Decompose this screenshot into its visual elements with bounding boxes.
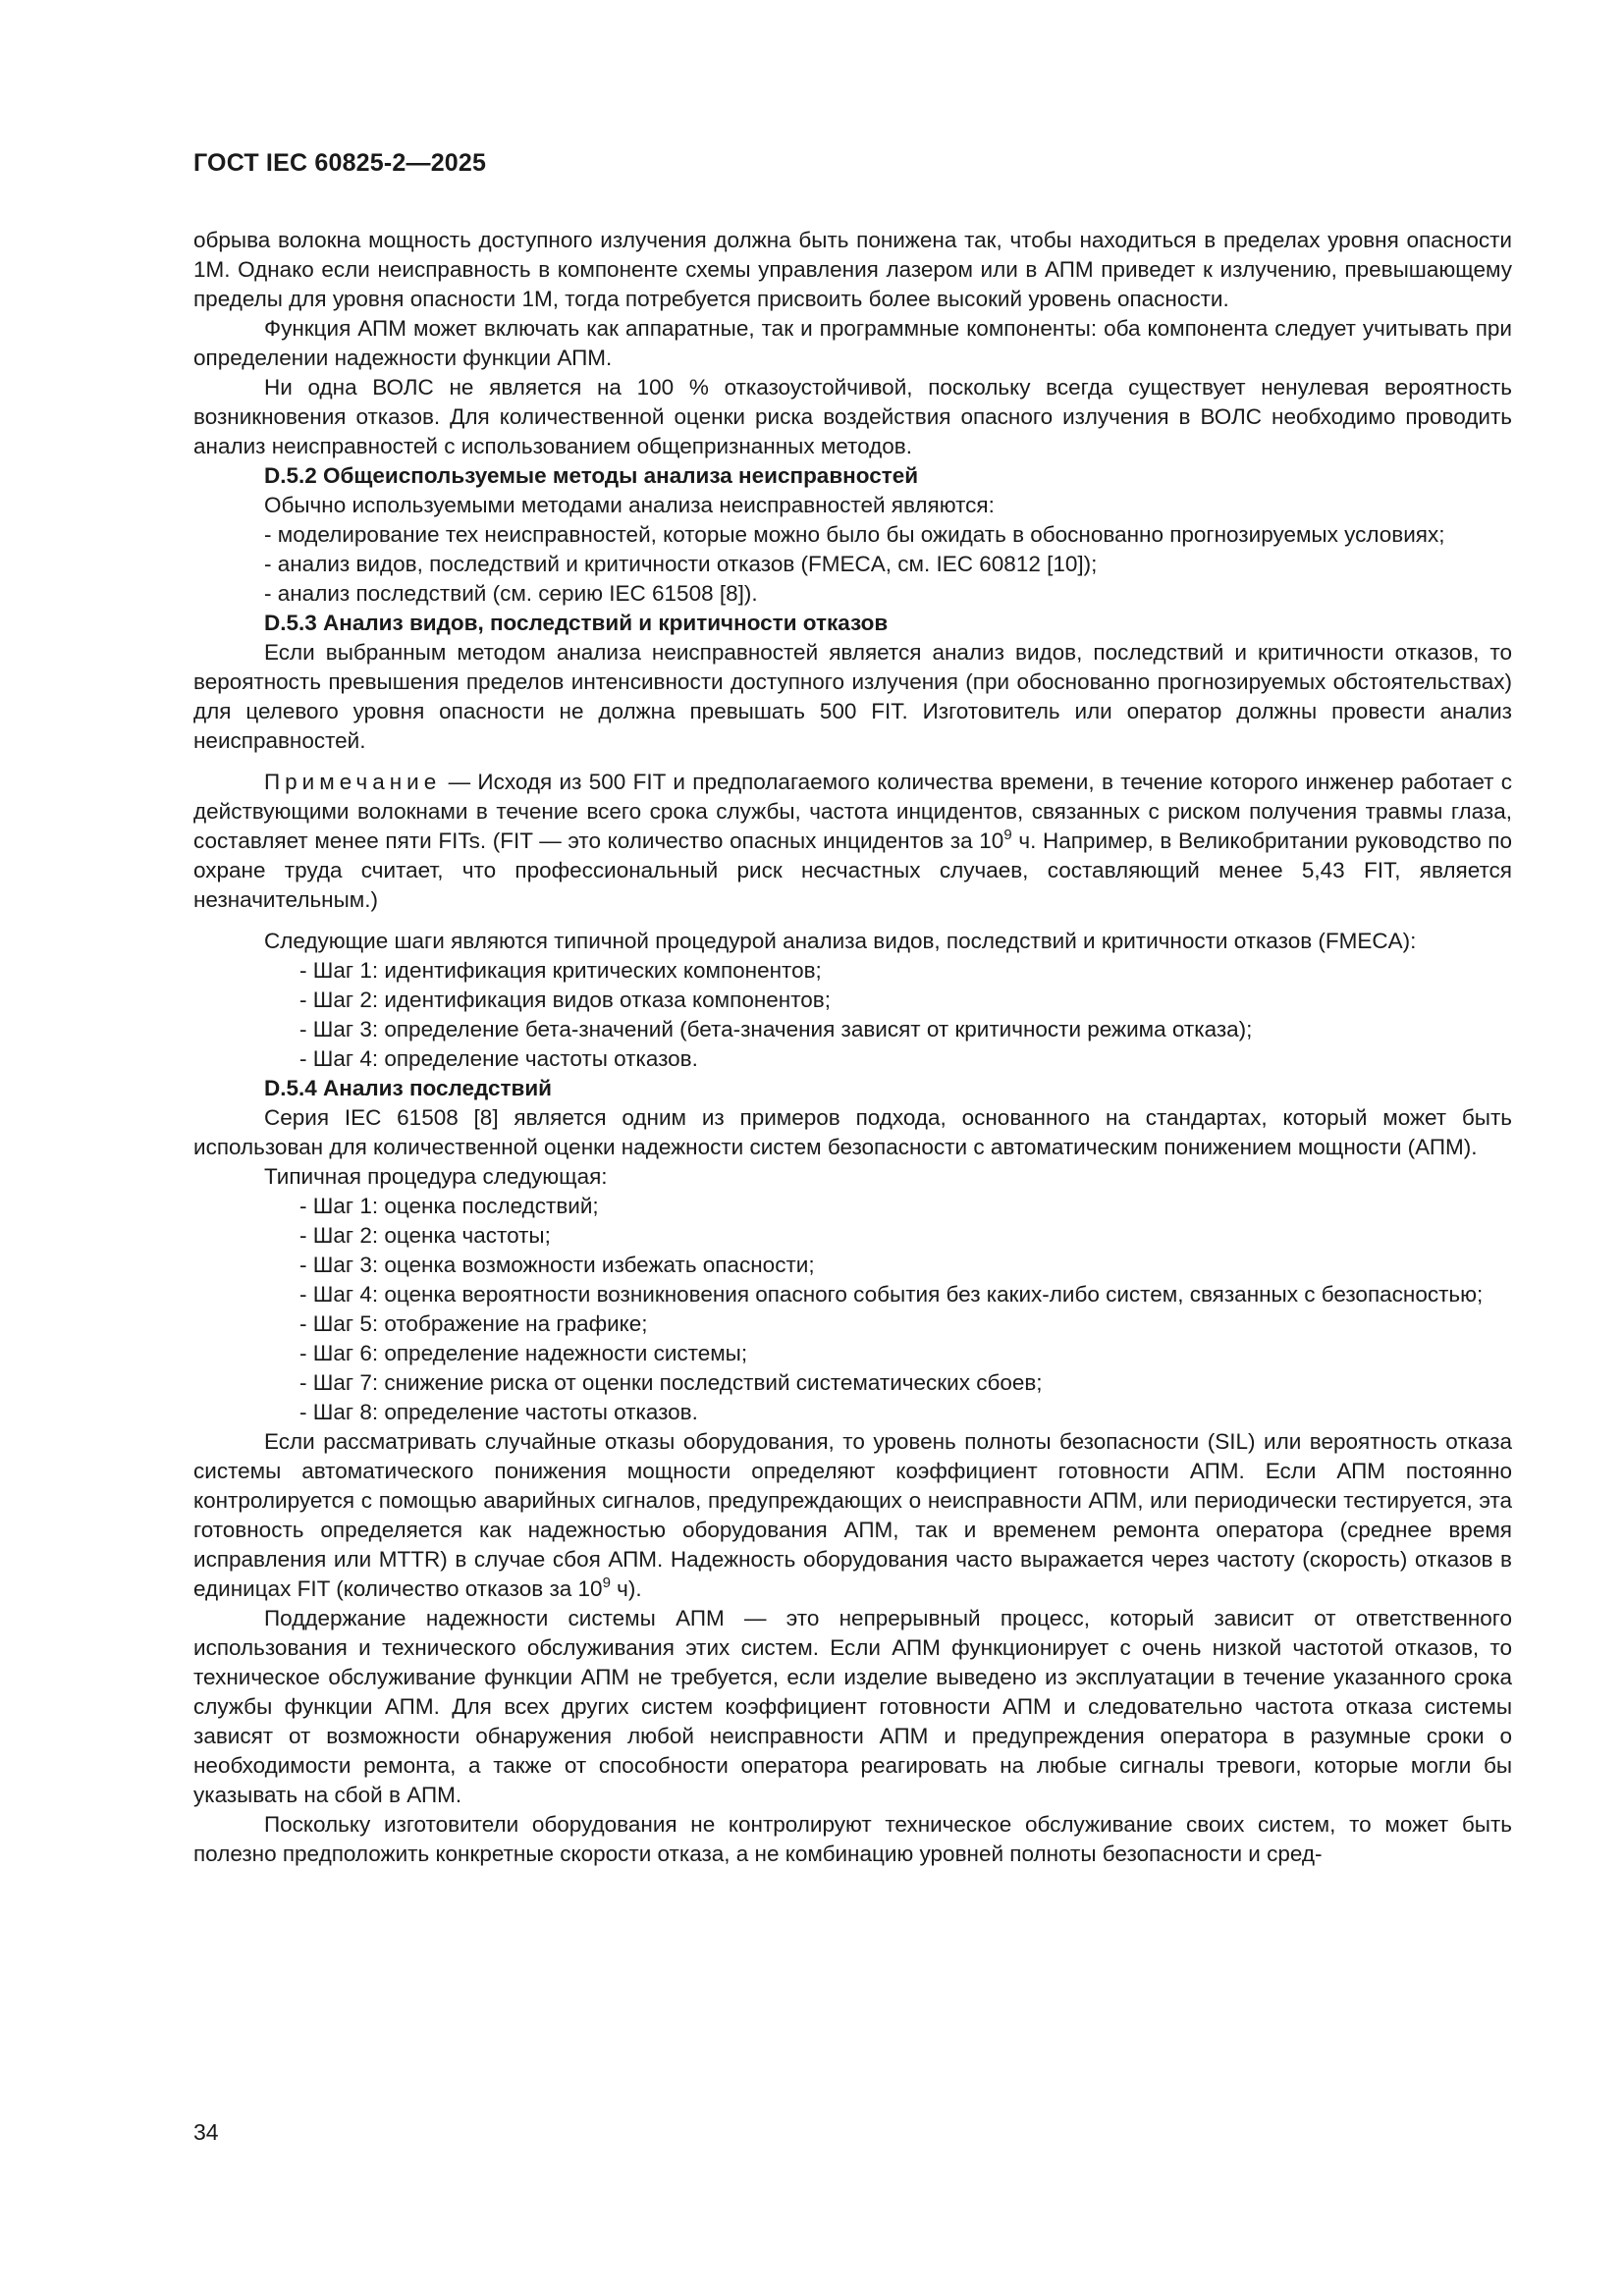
paragraph-superscript: 9 (602, 1575, 611, 1591)
list-item: - анализ видов, последствий и критичности отказов (FMECA, см. IEC 60812 [10]); (264, 552, 1098, 576)
paragraph: Обычно используемыми методами анализа неисправностей являются: (264, 493, 995, 517)
list-item: - Шаг 1: идентификация критических компонентов; (299, 958, 822, 983)
note-label: Примечание (264, 770, 442, 794)
list-item: - Шаг 8: определение частоты отказов. (299, 1400, 698, 1424)
paragraph-text: Если рассматривать случайные отказы оборудования, то уровень полноты безопасности (SIL) или вероятность отказа системы автоматического понижения мощности определяют коэффициент готовности АПМ. Если АПМ постоянно контролируется с помощью аварийных сигналов, предупреждающих о неисправности АПМ, или периодически тестируется, эта готовность определяется как надежностью оборудования АПМ, так и временем ремонта оператора (среднее время исправления или MTTR) в случае сбоя АПМ. Надежность оборудования часто выражается через частоту (скорость) отказов в единицах FIT (количество отказов за 10 (193, 1429, 1512, 1601)
list-item: - Шаг 3: оценка возможности избежать опасности; (299, 1253, 815, 1277)
note-text-continued: ч. Например, в Великобритании руководство по охране труда считает, что профессиональный риск несчастных случаев, составляющий менее 5,43 FIT, является незначительным.) (193, 828, 1512, 912)
note-superscript: 9 (1003, 827, 1012, 843)
page-content (193, 226, 1512, 1869)
list-item: - Шаг 2: идентификация видов отказа компонентов; (299, 988, 831, 1012)
list-item: - Шаг 5: отображение на графике; (299, 1311, 648, 1336)
page-number: 34 (193, 2119, 219, 2145)
paragraph: Поскольку изготовители оборудования не контролируют техническое обслуживание своих систем, то может быть полезно предположить конкретные скорости отказа, а не комбинацию уровней полноты безопасности и сред- (193, 1812, 1512, 1866)
section-heading-d53: D.5.3 Анализ видов, последствий и критичности отказов (264, 611, 889, 635)
list-item: - Шаг 4: оценка вероятности возникновения опасного события без каких-либо систем, связанных с безопасностью; (299, 1282, 1484, 1307)
paragraph: Функция АПМ может включать как аппаратные, так и программные компоненты: оба компонента следует учитывать при определении надежности функции АПМ. (193, 316, 1512, 370)
document-header: ГОСТ IEC 60825-2—2025 (193, 149, 487, 177)
note-text: — Исходя из 500 FIT и предполагаемого количества времени, в течение которого инженер работает с действующими волокнами в течение всего срока службы, частота инцидентов, связанных с риском получения травмы глаза, составляет менее пяти FITs. (FIT — это количество опасных инцидентов за 10 (193, 770, 1512, 853)
paragraph-text-end: ч). (610, 1576, 642, 1601)
list-item: - Шаг 1: оценка последствий; (299, 1194, 599, 1218)
list-item: - Шаг 3: определение бета-значений (бета-значения зависят от критичности режима отказа); (299, 1017, 1253, 1041)
list-item: - Шаг 2: оценка частоты; (299, 1223, 551, 1248)
paragraph: обрыва волокна мощность доступного излучения должна быть понижена так, чтобы находиться в пределах уровня опасности 1М. Однако если неисправность в компоненте схемы управления лазером или в АПМ приведет к излучению, превышающему пределы для уровня опасности 1М, тогда потребуется присвоить более высокий уровень опасности. (193, 228, 1512, 311)
paragraph: Если выбранным методом анализа неисправностей является анализ видов, последствий и критичности отказов, то вероятность превышения пределов интенсивности доступного излучения (при обоснованно прогнозируемых обстоятельствах) для целевого уровня опасности не должна превышать 500 FIT. Изготовитель или оператор должны провести анализ неисправностей. (193, 640, 1512, 753)
section-heading-d52: D.5.2 Общеиспользуемые методы анализа неисправностей (264, 463, 919, 488)
paragraph: Типичная процедура следующая: (264, 1164, 608, 1189)
list-item: - моделирование тех неисправностей, которые можно было бы ожидать в обоснованно прогнозируемых условиях; (264, 522, 1445, 547)
paragraph: Поддержание надежности системы АПМ — это непрерывный процесс, который зависит от ответственного использования и технического обслуживания этих систем. Если АПМ функционирует с очень низкой частотой отказов, то техническое обслуживание функции АПМ не требуется, если изделие выведено из эксплуатации в течение указанного срока службы функции АПМ. Для всех других систем коэффициент готовности АПМ и следовательно частота отказа системы зависят от возможности обнаружения любой неисправности АПМ и предупреждения оператора в разумные сроки о необходимости ремонта, а также от способности оператора реагировать на любые сигналы тревоги, которые могли бы указывать на сбой в АПМ. (193, 1606, 1512, 1807)
section-heading-d54: D.5.4 Анализ последствий (264, 1076, 553, 1100)
paragraph: Серия IEC 61508 [8] является одним из примеров подхода, основанного на стандартах, который может быть использован для количественной оценки надежности систем безопасности с автоматическим понижением мощности (АПМ). (193, 1105, 1512, 1159)
paragraph: Ни одна ВОЛС не является на 100 % отказоустойчивой, поскольку всегда существует ненулевая вероятность возникновения отказов. Для количественной оценки риска воздействия опасного излучения в ВОЛС необходимо проводить анализ неисправностей с использованием общепризнанных методов. (193, 375, 1512, 458)
list-item: - анализ последствий (см. серию IEC 61508 [8]). (264, 581, 758, 606)
paragraph (193, 1427, 1512, 1604)
paragraph: Следующие шаги являются типичной процедурой анализа видов, последствий и критичности отказов (FMECA): (264, 929, 1417, 953)
list-item: - Шаг 7: снижение риска от оценки последствий систематических сбоев; (299, 1370, 1043, 1395)
note (193, 768, 1512, 915)
list-item: - Шаг 4: определение частоты отказов. (299, 1046, 698, 1071)
list-item: - Шаг 6: определение надежности системы; (299, 1341, 748, 1365)
